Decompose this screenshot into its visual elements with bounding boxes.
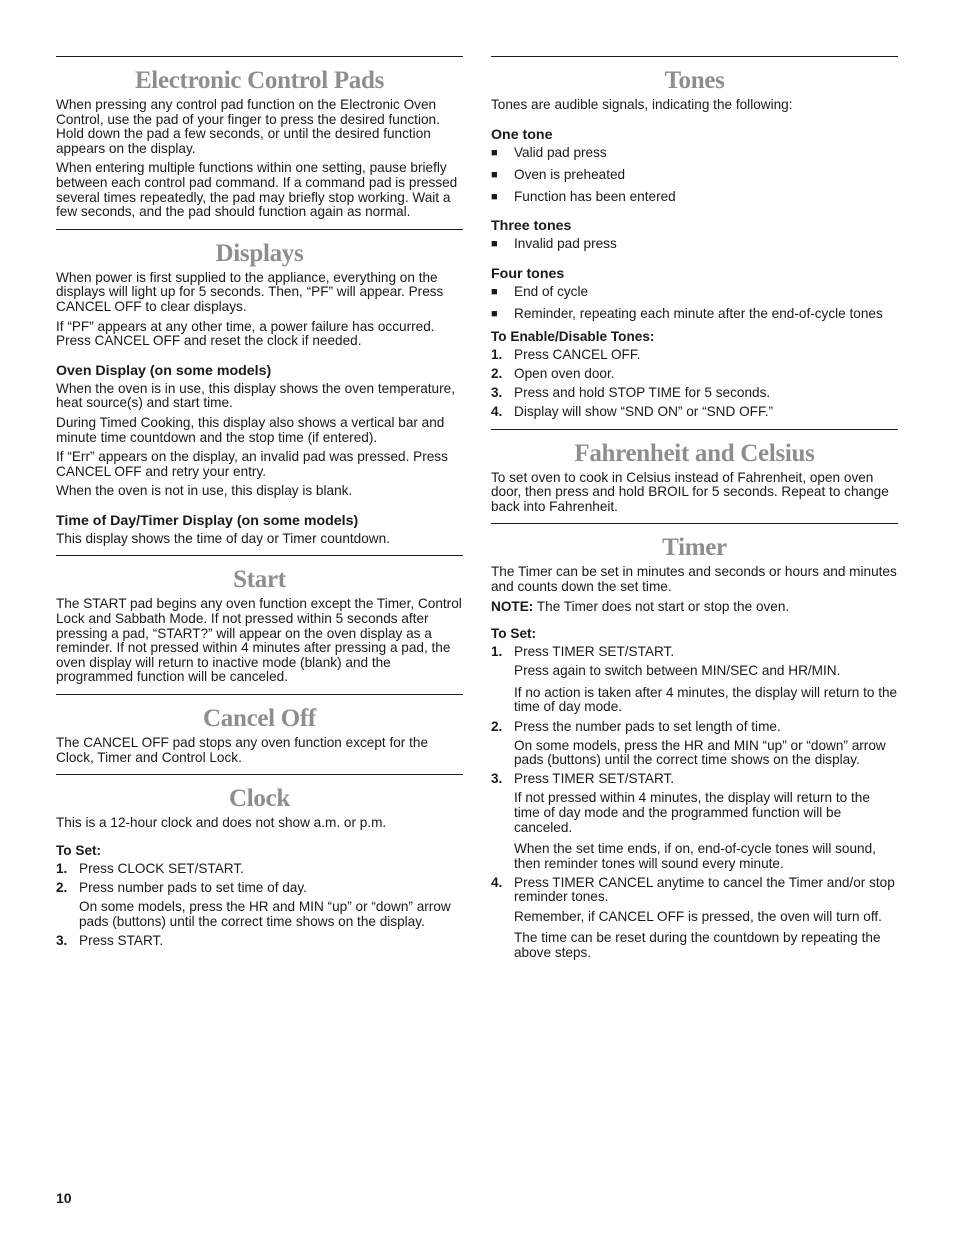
paragraph: When power is first supplied to the appliance, everything on the displays will light up for 5 seconds. Then, “PF” will appear. Press CANCEL OFF to clear displays. [56, 269, 444, 314]
step-note: On some models, press the HR and MIN “up” or “down” arrow pads (buttons) until the correct time shows on the display. [514, 737, 886, 768]
step-note: The time can be reset during the countdown by repeating the above steps. [514, 930, 881, 960]
list-item [491, 645, 898, 715]
list-item: ■ Function has been entered [491, 190, 898, 205]
paragraph: Tones are audible signals, indicating the following: [491, 97, 793, 112]
section-title: Cancel Off [203, 705, 316, 733]
step-number: 1. [491, 346, 503, 362]
list-item: ■ Valid pad press [491, 146, 898, 161]
paragraph: If “Err” appears on the display, an invalid pad was pressed. Press CANCEL OFF and retry your entry. [56, 449, 448, 479]
step-number: 2. [56, 879, 68, 895]
step-note: Remember, if CANCEL OFF is pressed, the oven will turn off. [514, 908, 882, 924]
right-column [491, 56, 898, 969]
list-item [491, 772, 898, 871]
subheading: Three tones [491, 218, 572, 235]
note-label: NOTE: [491, 598, 534, 614]
section-title: Displays [215, 239, 304, 267]
section-title: Tones [664, 67, 725, 94]
list-item: ■ Reminder, repeating each minute after the end-of-cycle tones [491, 307, 898, 322]
list-item [491, 386, 898, 401]
paragraph: This display shows the time of day or Timer countdown. [56, 530, 390, 546]
step-text: Press number pads to set time of day. [79, 879, 307, 895]
list-item [56, 862, 463, 877]
subheading: Oven Display (on some models) [56, 362, 272, 379]
list-item [491, 876, 898, 960]
paragraph: During Timed Cooking, this display also shows a vertical bar and minute time countdown and the stop time (if entered). [56, 414, 445, 445]
subheading: Time of Day/Timer Display (on some models) [56, 512, 359, 529]
note [491, 600, 898, 615]
subheading: To Set: [491, 626, 537, 642]
step-number: 4. [491, 404, 503, 419]
subheading: To Set: [56, 842, 102, 858]
four-tones-list [491, 285, 898, 322]
list-item: ■ Oven is preheated [491, 168, 898, 183]
section-start [56, 555, 463, 685]
list-item [491, 405, 898, 420]
note-text: The Timer does not start or stop the oven. [533, 598, 790, 614]
paragraph: The CANCEL OFF pad stops any oven function except for the Clock, Timer and Control Lock. [56, 735, 429, 765]
paragraph: When pressing any control pad function on the Electronic Oven Control, use the pad of your finger to press the desired function. Hold down the pad a few seconds, or until the desired function appears on the display. [56, 97, 440, 156]
paragraph: To set oven to cook in Celsius instead of Fahrenheit, open oven door, then press and hold BROIL for 5 seconds. Repeat to change back into Fahrenheit. [491, 469, 889, 514]
page-number: 10 [56, 1190, 72, 1206]
step-text: Press TIMER CANCEL anytime to cancel the Timer and/or stop reminder tones. [514, 874, 895, 905]
step-number: 1. [491, 644, 503, 660]
one-tone-list [491, 146, 898, 205]
paragraph: When the oven is in use, this display shows the oven temperature, heat source(s) and start time. [56, 380, 455, 411]
list-item [56, 934, 463, 949]
list-item [491, 720, 898, 768]
tones-steps [491, 348, 898, 420]
step-text: Press CANCEL OFF. [514, 346, 641, 362]
list-item: ■ End of cycle [491, 285, 898, 300]
paragraph: The START pad begins any oven function except the Timer, Control Lock and Sabbath Mode. If not pressed within 5 seconds after pressing a pad, “START?” will appear on the oven display as a reminder. If not pressed within 4 minutes after pressing a pad, the oven display will return to inactive mode (blank) and the programmed function will be canceled. [56, 596, 462, 685]
clock-steps [56, 862, 463, 948]
paragraph: If “PF” appears at any other time, a power failure has occurred. Press CANCEL OFF and reset the clock if needed. [56, 318, 435, 349]
step-text: Open oven door. [514, 365, 615, 381]
section-title: Electronic Control Pads [134, 67, 385, 94]
step-number: 3. [56, 932, 68, 948]
step-number: 2. [491, 718, 503, 734]
three-tones-list [491, 237, 898, 252]
paragraph: The Timer can be set in minutes and seconds or hours and minutes and counts down the set time. [491, 564, 897, 594]
timer-steps [491, 645, 898, 960]
step-note: If not pressed within 4 minutes, the display will return to the time of day mode and the programmed function will be canceled. [514, 790, 870, 835]
step-text: Press TIMER SET/START. [514, 644, 675, 660]
section-tones [491, 56, 898, 420]
subheading: To Enable/Disable Tones: [491, 328, 655, 344]
subheading: One tone [491, 126, 553, 143]
section-clock [56, 774, 463, 948]
step-text: Press START. [79, 932, 164, 948]
section-title: Clock [228, 785, 290, 813]
step-number: 1. [56, 860, 68, 876]
step-number: 4. [491, 874, 503, 890]
list-item [56, 881, 463, 929]
paragraph: This is a 12-hour clock and does not show a.m. or p.m. [56, 815, 387, 831]
section-timer [491, 523, 898, 960]
step-note: Press again to switch between MIN/SEC and HR/MIN. [514, 663, 841, 679]
step-text: Display will show “SND ON” or “SND OFF.” [514, 404, 774, 419]
section-title: Fahrenheit and Celsius [574, 439, 815, 467]
left-column [56, 56, 463, 957]
paragraph: When the oven is not in use, this display is blank. [56, 483, 353, 499]
section-title: Start [233, 566, 286, 594]
step-number: 3. [491, 384, 503, 400]
step-text: Press the number pads to set length of time. [514, 718, 781, 734]
section-title: Timer [662, 534, 727, 562]
step-note: If no action is taken after 4 minutes, the display will return to the time of day mode. [514, 684, 898, 715]
list-item [491, 367, 898, 382]
step-text: Press TIMER SET/START. [514, 771, 675, 787]
step-note: On some models, press the HR and MIN “up” or “down” arrow pads (buttons) until the correct time shows on the display. [79, 899, 451, 929]
paragraph: When entering multiple functions within one setting, pause briefly between each control pad command. If a command pad is pressed several times repeatedly, the pad may briefly stop working. Wait a few seconds, and the pad should function again as normal. [56, 160, 458, 220]
step-note: When the set time ends, if on, end-of-cycle tones will sound, then reminder tones will sound every minute. [514, 841, 876, 871]
section-fahrenheit-celsius [491, 429, 898, 515]
section-displays [56, 229, 463, 547]
step-number: 2. [491, 365, 503, 381]
subheading: Four tones [491, 265, 565, 282]
section-cancel-off [56, 694, 463, 765]
section-electronic-control-pads [56, 56, 463, 220]
list-item [491, 348, 898, 363]
step-number: 3. [491, 771, 503, 787]
step-text: Press and hold STOP TIME for 5 seconds. [514, 384, 771, 400]
step-text: Press CLOCK SET/START. [79, 860, 244, 876]
list-item: ■ Invalid pad press [491, 237, 898, 252]
